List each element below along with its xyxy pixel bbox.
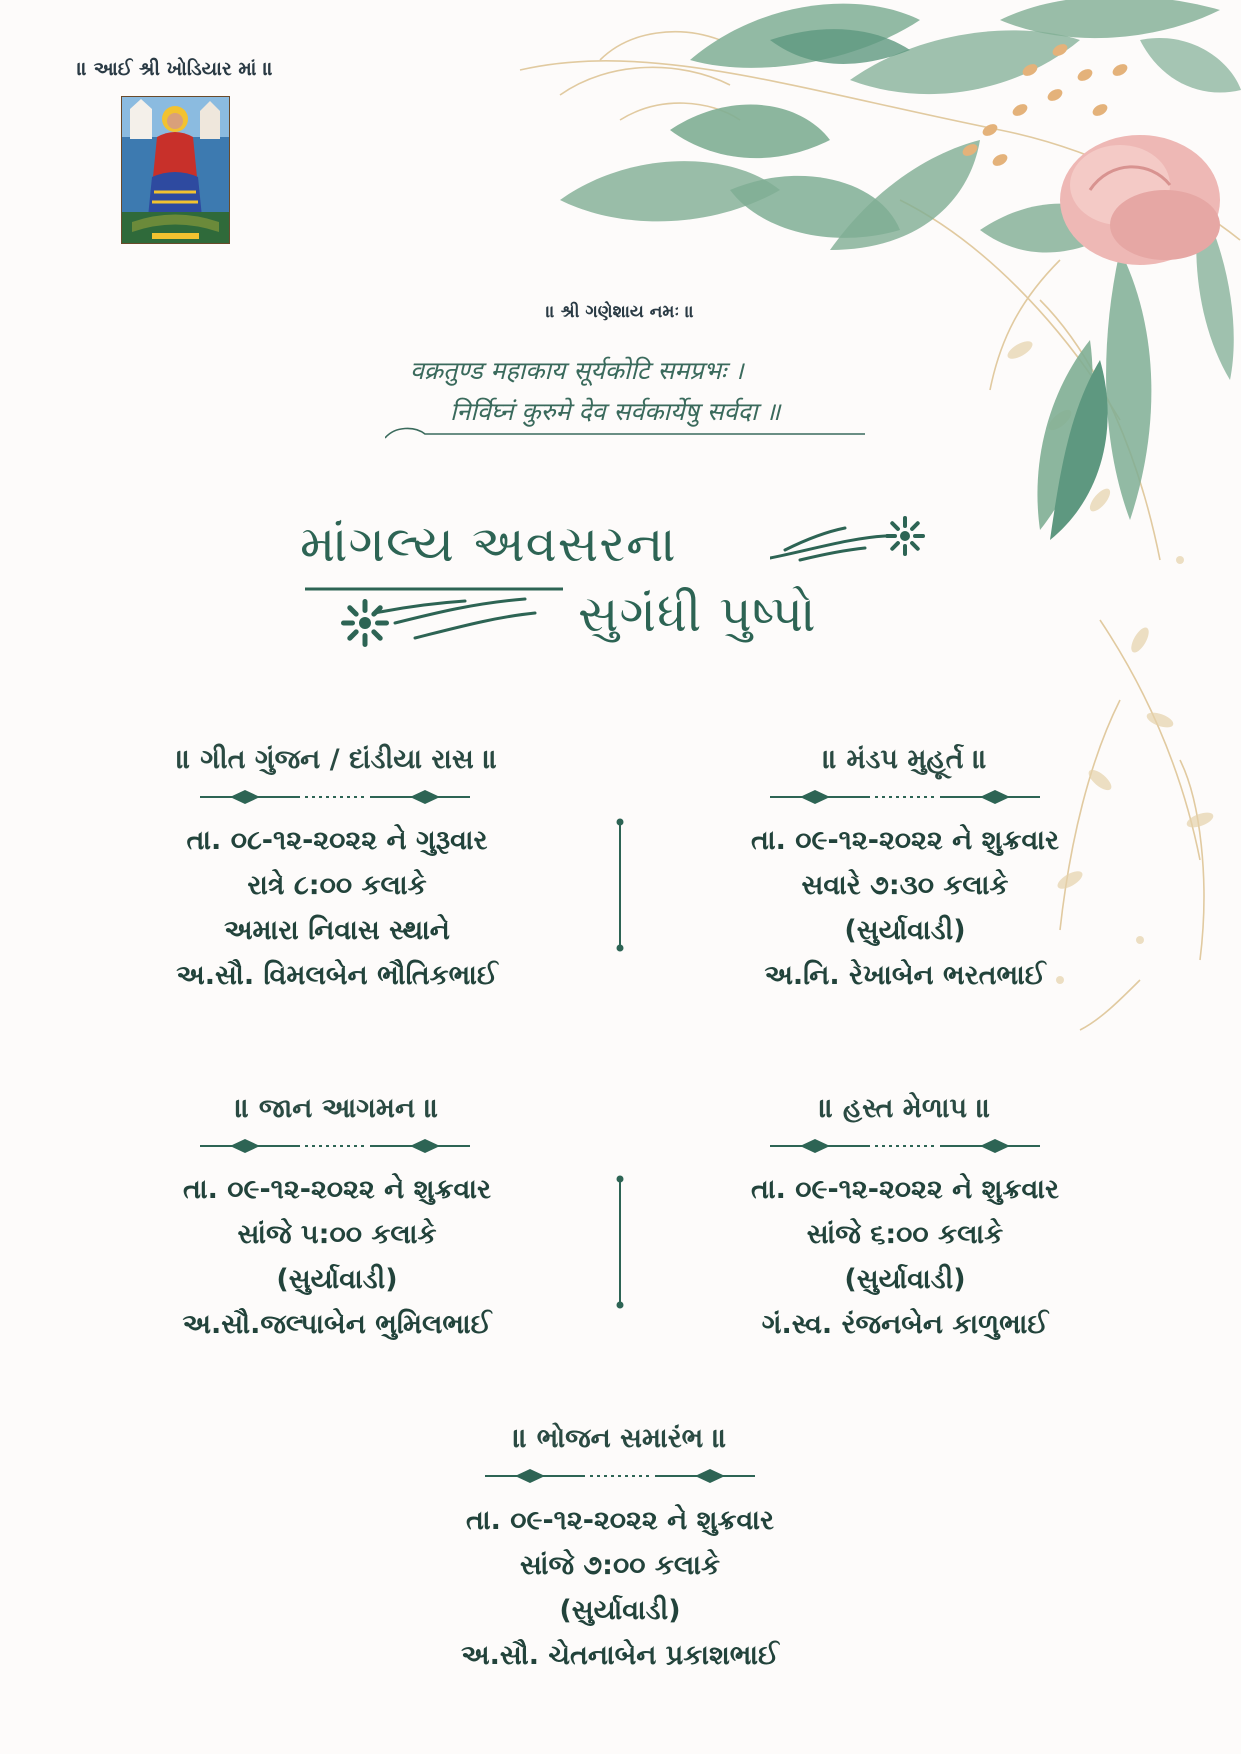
event-heading-geet-gunjan: ॥ ગીત ગુંજન / દાંડીયા રાસ ॥ bbox=[176, 744, 498, 775]
event-details-bhojan-samarambh bbox=[360, 1498, 880, 1678]
shloka-line-1: वक्रतुण्ड महाकाय सूर्यकोटि समप्रभः । bbox=[410, 356, 744, 385]
column-separator bbox=[614, 1175, 626, 1309]
event-details-mandap-muhurt bbox=[645, 818, 1165, 998]
event-heading-bhojan-samarambh: ॥ ભોજન સમારંભ ॥ bbox=[513, 1423, 727, 1454]
event-host: અ.સૌ. વિમલબેન ભૌતિકભાઈ bbox=[176, 960, 498, 991]
shloka-line-2: निर्विघ्नं कुरुमे देव सर्वकार्येषु सर्वदा ॥ bbox=[450, 397, 781, 427]
title-line-2: સુગંધી પુષ્પો bbox=[578, 585, 817, 643]
event-time: સાંજે ૭:૦૦ કલાકે bbox=[519, 1550, 721, 1581]
ornamental-divider bbox=[770, 787, 1040, 807]
ornamental-divider bbox=[485, 1466, 755, 1486]
event-heading-jaan-aagaman: ॥ જાન આગમન ॥ bbox=[235, 1093, 439, 1124]
event-host: અ.નિ. રેખાબેન ભરતભાઈ bbox=[764, 960, 1046, 991]
top-invocation: ॥ આઈ શ્રી ખોડિયાર માં ॥ bbox=[76, 58, 274, 80]
event-venue: (સુર્યાવાડી) bbox=[844, 915, 966, 946]
event-date: તા. ૦૮-૧૨-૨૦૨૨ ને ગુરૂવાર bbox=[186, 825, 488, 856]
event-details-jaan-aagaman bbox=[77, 1167, 597, 1347]
event-date: તા. ૦૯-૧૨-૨૦૨૨ ને શુક્રવાર bbox=[466, 1505, 774, 1536]
event-heading-mandap-muhurt: ॥ મંડપ મુહૂર્ત ॥ bbox=[822, 744, 988, 775]
event-time: સાંજે ૬:૦૦ કલાકે bbox=[806, 1219, 1004, 1250]
ornamental-divider bbox=[770, 1136, 1040, 1156]
event-host: અ.સૌ. ચેતનાબેન પ્રકાશભાઈ bbox=[461, 1640, 779, 1671]
ornamental-divider bbox=[200, 787, 470, 807]
event-heading-hast-melap: ॥ હસ્ત મેળાપ ॥ bbox=[819, 1093, 991, 1124]
ganesh-invocation: ॥ શ્રી ગણેશાય નમઃ ॥ bbox=[545, 302, 695, 322]
event-date: તા. ૦૯-૧૨-૨૦૨૨ ને શુક્રવાર bbox=[183, 1174, 491, 1205]
event-host: ગં.સ્વ. રંજનબેન કાળુભાઈ bbox=[761, 1309, 1049, 1340]
event-venue: (સુર્યાવાડી) bbox=[276, 1264, 398, 1295]
event-venue: (સુર્યાવાડી) bbox=[844, 1264, 966, 1295]
flower-burst-icon bbox=[305, 583, 565, 653]
event-details-hast-melap bbox=[645, 1167, 1165, 1347]
event-date: તા. ૦૯-૧૨-૨૦૨૨ ને શુક્રવાર bbox=[751, 1174, 1059, 1205]
event-date: તા. ૦૯-૧૨-૨૦૨૨ ને શુક્રવાર bbox=[751, 825, 1059, 856]
event-venue: (સુર્યાવાડી) bbox=[559, 1595, 681, 1626]
title-line-1: માંગલ્ય અવસરના bbox=[300, 515, 677, 573]
event-time: સાંજે ૫:૦૦ કલાકે bbox=[237, 1219, 437, 1250]
event-host: અ.સૌ.જલ્પાબેન ભુમિલભાઈ bbox=[182, 1309, 492, 1340]
event-details-geet-gunjan bbox=[77, 818, 597, 998]
column-separator bbox=[614, 818, 626, 952]
flower-burst-icon bbox=[770, 510, 940, 570]
ornamental-divider bbox=[200, 1136, 470, 1156]
event-time: રાત્રે ૮:૦૦ કલાકે bbox=[247, 870, 427, 901]
shloka-underline-flourish bbox=[385, 420, 865, 444]
event-time: સવારે ૭:૩૦ કલાકે bbox=[801, 870, 1009, 901]
deity-portrait-image bbox=[121, 96, 230, 244]
event-venue: અમારા નિવાસ સ્થાને bbox=[224, 915, 450, 946]
